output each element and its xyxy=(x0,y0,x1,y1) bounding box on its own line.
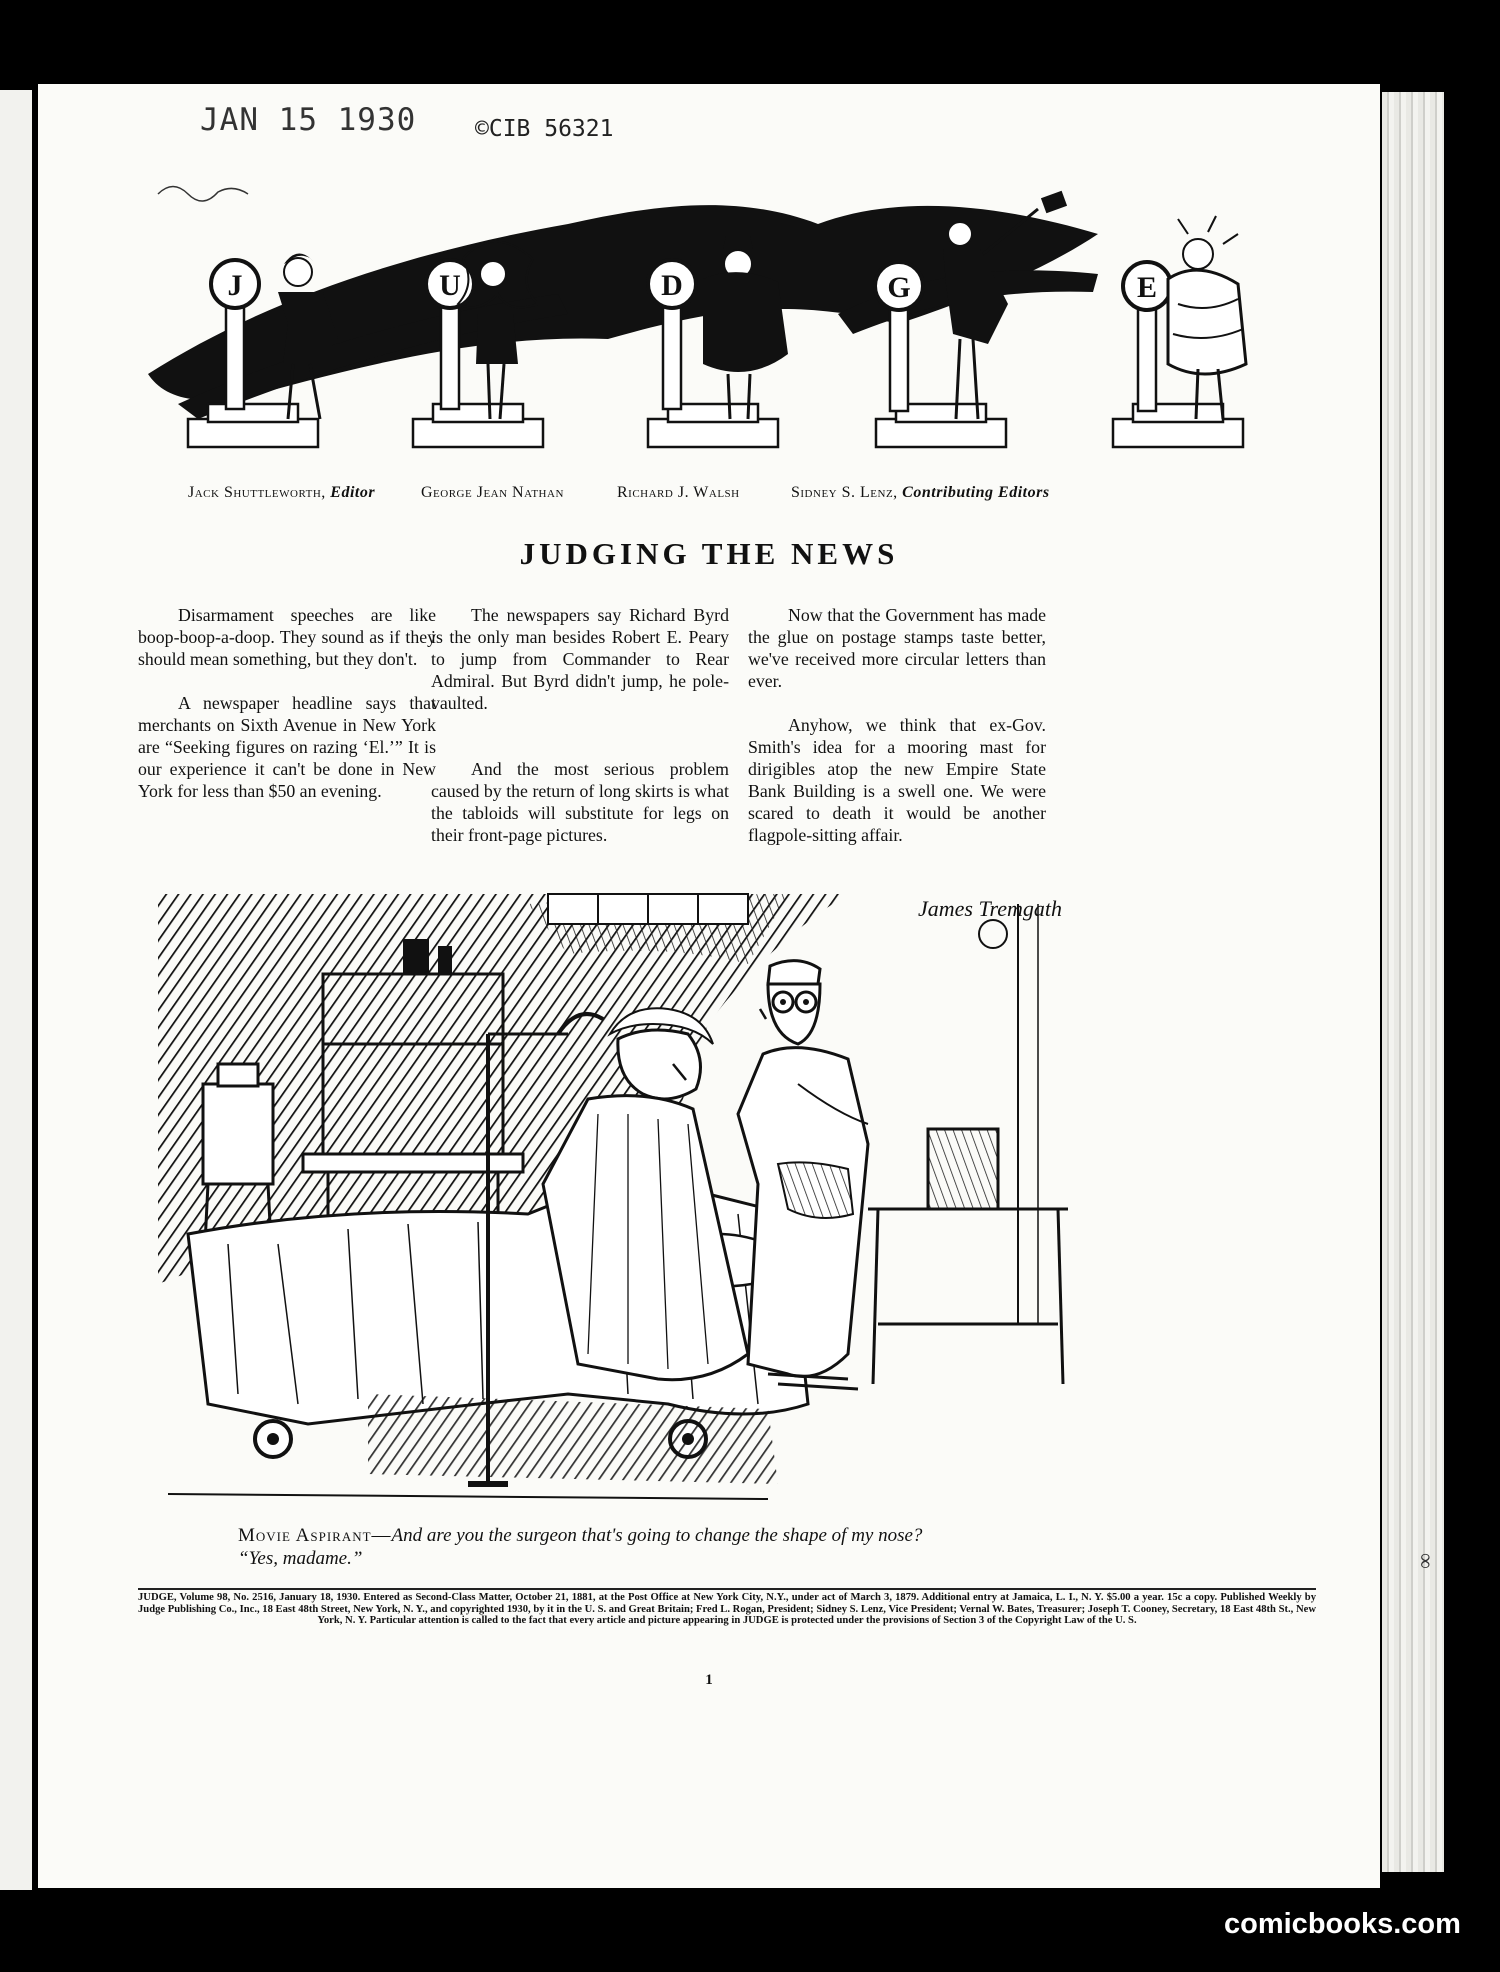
caption-question: And are you the surgeon that's going to change the shape of my nose? xyxy=(391,1525,923,1546)
masthead-letter-j: J xyxy=(227,269,243,302)
contributor-lenz-credit xyxy=(791,484,1050,502)
paragraph-long-skirts: And the most serious problem caused by the return of long skirts is what the tabloids will substitute for legs on their front-page pictures. xyxy=(431,759,729,845)
surgeon-figure xyxy=(738,961,868,1389)
contributor-walsh: Richard J. Walsh xyxy=(617,484,740,501)
site-watermark: comicbooks.com xyxy=(1224,1908,1461,1940)
caption-reply: “Yes, madame.” xyxy=(238,1548,363,1569)
editor-credit xyxy=(188,484,375,502)
binding-spine xyxy=(1382,92,1444,1872)
magazine-page xyxy=(38,84,1380,1888)
judge-masthead xyxy=(138,164,1318,484)
contributor-lenz: Sidney S. Lenz, xyxy=(791,484,898,501)
footer-rule xyxy=(138,1588,1316,1590)
copyright-stamp: ©CIB 56321 xyxy=(475,116,614,142)
editor-role: Editor xyxy=(330,484,376,501)
figure-woman-coat xyxy=(278,253,338,419)
masthead-illustration xyxy=(138,164,1318,484)
caption-speaker: Movie Aspirant— xyxy=(238,1525,392,1546)
news-column-2 xyxy=(431,604,729,868)
paragraph-byrd: The newspapers say Richard Byrd is the only man besides Robert E. Peary to jump from Commander to Rear Admiral. But Byrd didn't jump, he pole-vaulted. xyxy=(431,605,729,713)
section-headline: JUDGING THE NEWS xyxy=(519,536,899,571)
paragraph-mooring-mast: Anyhow, we think that ex-Gov. Smith's idea for a mooring mast for dirigibles atop the new Empire State Bank Building is a swell one. We were scared to death it would be another flagpole-sitting affair. xyxy=(748,715,1046,845)
cartoon-illustration xyxy=(148,884,1278,1524)
cartoon-signature: James Tremgath xyxy=(918,896,1063,921)
surgeon-cartoon xyxy=(148,884,1278,1524)
masthead-letter-u: U xyxy=(439,269,461,302)
contributor-nathan: George Jean Nathan xyxy=(421,484,564,501)
figure-bearded-man xyxy=(1168,216,1246,419)
contributing-editors-role: Contributing Editors xyxy=(902,484,1050,501)
spine-mark: ∞ xyxy=(1413,1553,1439,1569)
news-column-3 xyxy=(748,604,1046,868)
received-date-stamp: JAN 15 1930 xyxy=(200,102,417,138)
paragraph-disarmament: Disarmament speeches are like boop-boop-a-doop. They sound as if they should mean something, but they don't. xyxy=(138,605,436,669)
masthead-letter-g: G xyxy=(887,271,911,304)
paragraph-postage-stamps: Now that the Government has made the glue on postage stamps taste better, we've received more circular letters than ever. xyxy=(748,605,1046,691)
news-column-1 xyxy=(138,604,436,824)
masthead-signature xyxy=(158,187,248,202)
paragraph-sixth-avenue: A newspaper headline says that merchants on Sixth Avenue in New York are “Seeking figures on razing ‘El.’” It is our experience it can't be done in New York for less than $50 an evening. xyxy=(138,693,436,801)
left-page-edge xyxy=(0,90,32,1890)
page-number: 1 xyxy=(705,1672,713,1688)
editor-name: Jack Shuttleworth, xyxy=(188,484,326,501)
masthead-letter-e: E xyxy=(1136,271,1158,304)
cartoon-caption xyxy=(238,1524,1198,1570)
masthead-letter-d: D xyxy=(661,269,683,302)
publication-notice: JUDGE, Volume 98, No. 2516, January 18, 1930. Entered as Second-Class Matter, October 21, 1881, at the Post Office at New York City, N.Y., under act of March 3, 1879. Additional entry at Jamaica, L. I., N. Y. $5.00 a year. 15c a copy. Published Weekly by Judge Publishing Co., Inc., 18 East 48th Street, New York, N. Y., and copyrighted 1930, by it in the U. S. and Great Britain; Fred L. Rogan, President; Sidney S. Lenz, Vice President; Vernal W. Bates, Treasurer; Joseph T. Cooney, Secretary, 18 East 48th St., New York, N. Y. Particular attention is called to the fact that every article and picture appearing in JUDGE is protected under the provisions of Section 3 of the Copyright Law of the U. S. xyxy=(138,1592,1316,1627)
